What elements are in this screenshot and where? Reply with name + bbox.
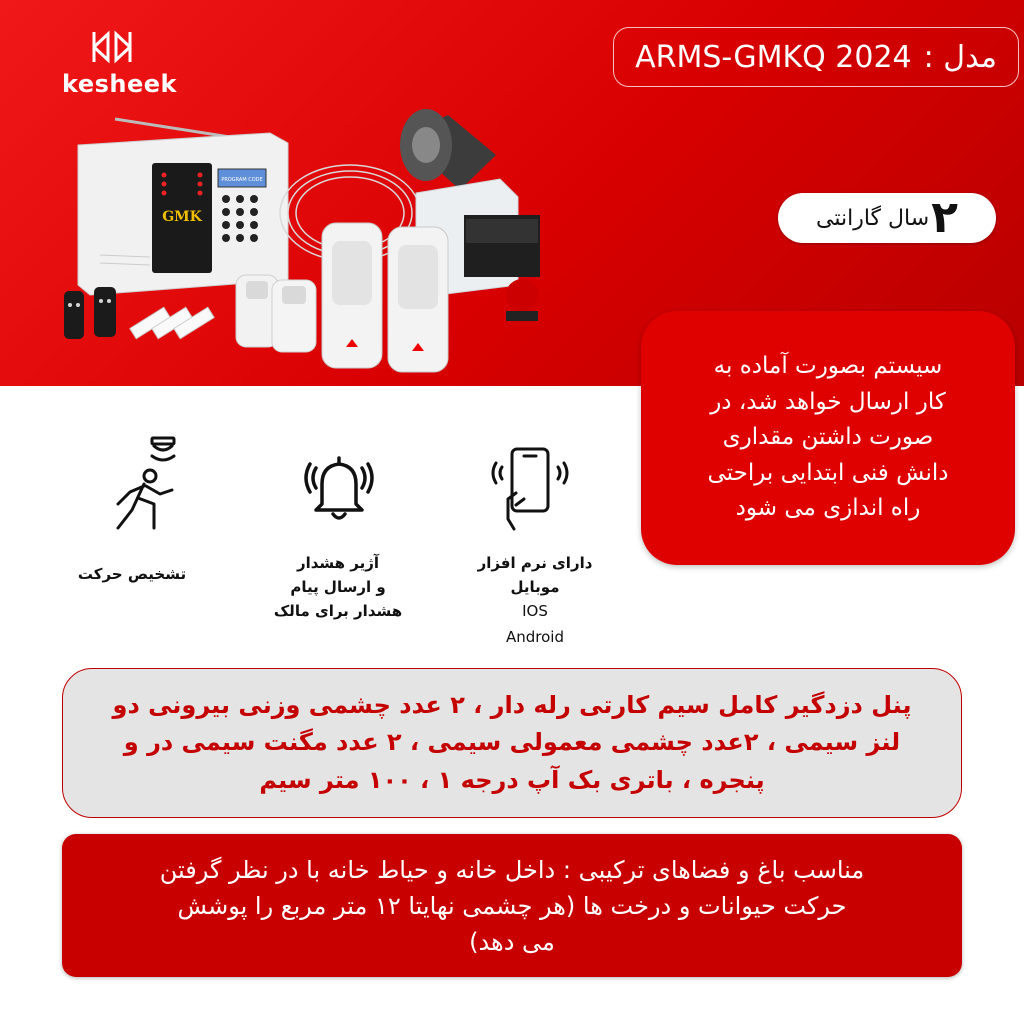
usage-line: می دهد): [469, 927, 555, 956]
alarm-bell-icon: [300, 450, 378, 524]
feature-label: هشدار برای مالک: [273, 602, 403, 620]
model-value: ARMS-GMKQ 2024: [635, 39, 912, 75]
install-note-line: راه اندازی می شود: [735, 495, 921, 522]
warranty-text: سال گارانتی: [816, 205, 930, 231]
model-label: مدل :: [923, 39, 997, 75]
feature-label: و ارسال پیام: [290, 578, 386, 596]
feature-alarm-siren: [258, 551, 418, 623]
brand-name: kesheek: [62, 70, 177, 98]
install-note-text: [663, 349, 993, 527]
install-note-box: [641, 311, 1015, 565]
product-bundle-illustration: [60, 95, 540, 385]
panel-brand: GMK: [162, 209, 202, 225]
siren-horn: [400, 109, 496, 190]
panel-screen: PROGRAM CODE: [221, 177, 263, 183]
antenna: [115, 119, 230, 137]
battery: [464, 215, 540, 277]
warranty-years: ۲: [931, 192, 958, 243]
feature-label: آژیر هشدار: [296, 554, 380, 572]
door-magnets: [130, 307, 214, 338]
outdoor-pir-sensors: [322, 223, 448, 372]
install-note-line: سیستم بصورت آماده به: [713, 352, 943, 379]
motion-detect-icon: [104, 434, 184, 534]
small-pir-sensors: [236, 275, 316, 352]
warranty-badge: [778, 193, 996, 243]
usage-description-box: [62, 834, 962, 977]
feature-sub: Android: [506, 627, 564, 646]
feature-motion-detect: [62, 562, 202, 586]
package-line: لنز سیمی ، ۲عدد چشمی معمولی سیمی ، ۲ عدد مگنت سیمی در و: [123, 728, 901, 757]
usage-line: مناسب باغ و فضاهای ترکیبی : داخل خانه و حیاط خانه با در نظر گرفتن: [159, 855, 865, 884]
alarm-panel: [78, 133, 288, 295]
install-note-line: صورت داشتن مقداری: [722, 424, 934, 451]
phone-app-icon: [488, 443, 572, 533]
model-label-box: [613, 27, 1019, 87]
feature-mobile-app: [455, 551, 615, 650]
feature-label: موبایل: [510, 578, 560, 596]
feature-sub: IOS: [522, 602, 548, 620]
install-note-line: کار ارسال خواهد شد، در: [710, 388, 946, 415]
usage-line: حرکت حیوانات و درخت ها (هر چشمی نهایتا ۱۲ متر مربع را پوشش: [177, 891, 847, 920]
usage-description-text: [87, 852, 937, 960]
feature-label: تشخیص حرکت: [77, 565, 187, 583]
install-note-line: دانش فنی ابتدایی براحتی: [707, 459, 949, 486]
small-siren: [506, 279, 538, 321]
package-line: پنجره ، باتری بک آپ درجه ۱ ، ۱۰۰ متر سیم: [259, 765, 765, 794]
package-description-text: [87, 687, 937, 799]
package-description-box: [62, 668, 962, 818]
package-line: پنل دزدگیر کامل سیم کارتی رله دار ، ۲ عدد چشمی وزنی بیرونی دو: [112, 691, 912, 720]
feature-label: دارای نرم افزار: [477, 554, 593, 572]
